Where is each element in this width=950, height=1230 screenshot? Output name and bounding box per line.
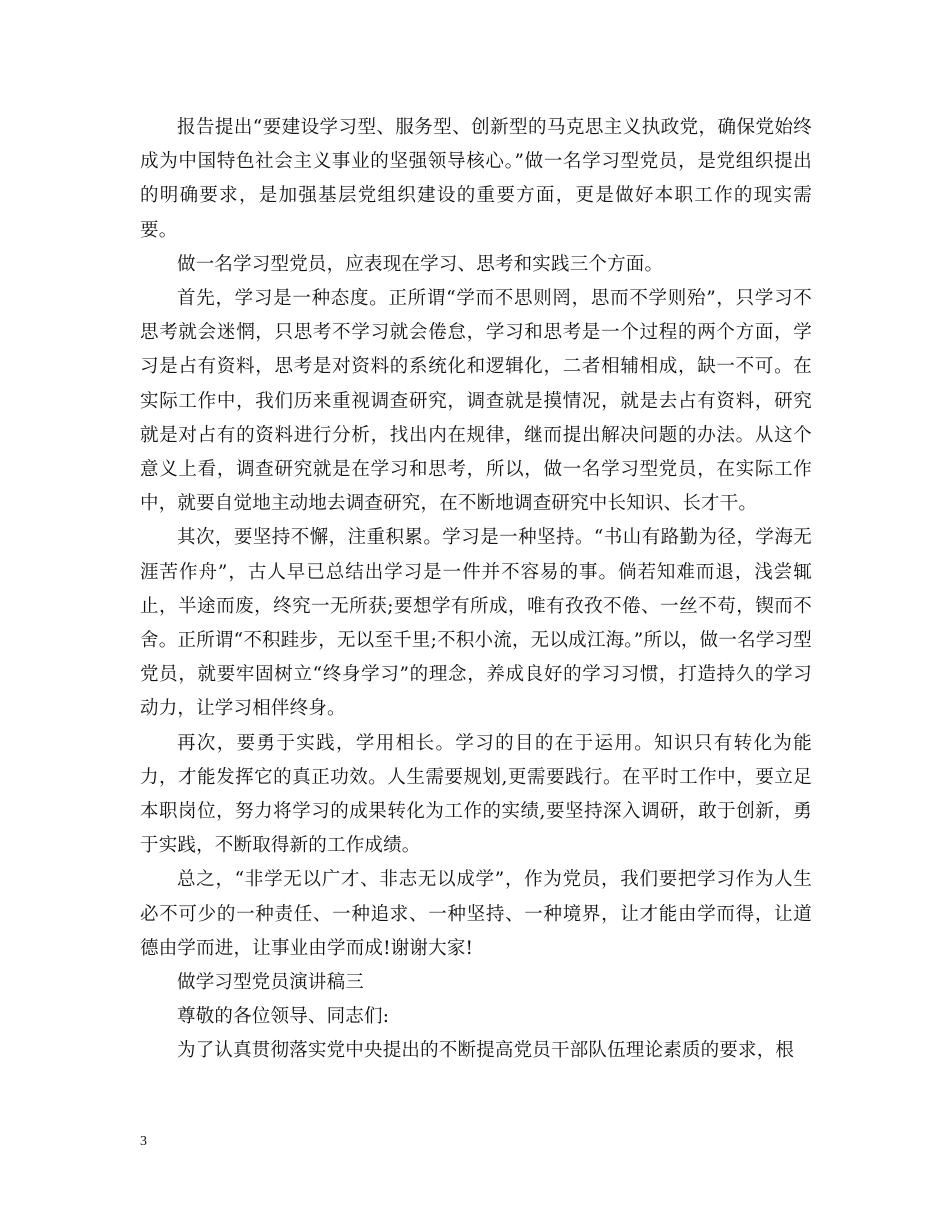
paragraph-first: 首先，学习是一种态度。正所谓“学而不思则罔，思而不学则殆”，只学习不思考就会迷惘，只思考不学习就会倦怠，学习和思考是一个过程的两个方面，学习是占有资料，思考是对资料的系统化和逻辑化，二者相辅相成，缺一不可。在实际工作中，我们历来重视调查研究，调查就是摸情况，就是去占有资料，研究就是对占有的资料进行分析，找出内在规律，继而提出解决问题的办法。从这个意义上看，调查研究就是在学习和思考，所以，做一名学习型党员，在实际工作中，就要自觉地主动地去调查研究，在不断地调查研究中长知识、长才干。	[140, 288, 812, 515]
page-number: 3	[140, 1134, 147, 1149]
paragraph-report: 报告提出“要建设学习型、服务型、创新型的马克思主义执政党，确保党始终成为中国特色社会主义事业的坚强领导核心。”做一名学习型党员，是党组织提出的明确要求，是加强基层党组织建设的重要方面，更是做好本职工作的现实需要。	[140, 117, 812, 241]
document-body	[140, 111, 812, 1069]
salutation: 尊敬的各位领导、同志们:	[177, 1006, 390, 1028]
paragraph-third: 再次，要勇于实践，学用相长。学习的目的在于运用。知识只有转化为能力，才能发挥它的真正功效。人生需要规划,更需要践行。在平时工作中，要立足本职岗位，努力将学习的成果转化为工作的实绩,要坚持深入调研，敢于创新，勇于实践，不断取得新的工作成绩。	[140, 732, 812, 857]
paragraph-three-aspects: 做一名学习型党员，应表现在学习、思考和实践三个方面。	[177, 253, 664, 275]
section-heading: 做学习型党员演讲稿三	[177, 972, 365, 994]
paragraph-second: 其次，要坚持不懈，注重积累。学习是一种坚持。“书山有路勤为径，学海无涯苦作舟”，古人早已总结出学习是一件并不容易的事。倘若知难而退，浅尝辄止，半途而废，终究一无所获;要想学有所成，唯有孜孜不倦、一丝不苟，锲而不舍。正所谓“不积跬步，无以至千里;不积小流，无以成江海。”所以，做一名学习型党员，就要牢固树立“终身学习”的理念，养成良好的学习习惯，打造持久的学习动力，让学习相伴终身。	[140, 527, 812, 720]
paragraph-conclusion: 总之，“非学无以广才、非志无以成学”，作为党员，我们要把学习作为人生必不可少的一种责任、一种追求、一种坚持、一种境界，让才能由学而得，让道德由学而进，让事业由学而成!谢谢大家!	[140, 869, 812, 959]
paragraph-opening: 为了认真贯彻落实党中央提出的不断提高党员干部队伍理论素质的要求，根	[177, 1040, 795, 1062]
